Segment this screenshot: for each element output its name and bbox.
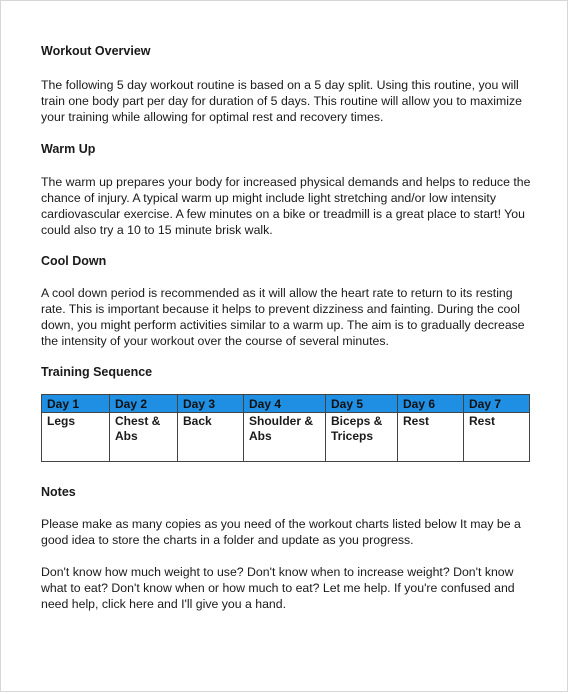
table-header-row [42,395,530,413]
table-row [42,413,530,462]
warm-up-text: The warm up prepares your body for increased physical demands and helps to reduce the chance of injury. A typical warm up might include light stretching and/or low intensity cardiovascular exercise. A few minutes on a bike or treadmill is a great place to start! You could also try a 10 to 15 minute brisk walk. [41,175,531,237]
table-cell-day-1: Legs [42,413,110,462]
training-sequence-table [41,394,530,462]
table-header-day-5: Day 5 [326,395,398,413]
cool-down-text: A cool down period is recommended as it will allow the heart rate to return to its resting rate. This is important because it helps to prevent dizziness and fainting. During the cool down, you might perform activities similar to a warm up. The aim is to gradually decrease the intensity of your workout over the course of several minutes. [41,286,525,348]
table-header-day-4: Day 4 [244,395,326,413]
table-header-day-6: Day 6 [398,395,464,413]
workout-overview-text: The following 5 day workout routine is based on a 5 day split. Using this routine, you will train one body part per day for duration of 5 days. This routine will allow you to maximize your training while allowing for optimal rest and recovery times. [41,78,522,124]
warm-up-heading: Warm Up [41,142,96,156]
training-sequence-heading: Training Sequence [41,365,153,379]
cool-down-heading: Cool Down [41,254,107,268]
table-header-day-1: Day 1 [42,395,110,413]
table-cell-day-5: Biceps & Triceps [326,413,398,462]
table-cell-day-6: Rest [398,413,464,462]
table-cell-day-3: Back [178,413,244,462]
table-header-day-2: Day 2 [110,395,178,413]
notes-heading: Notes [41,485,76,499]
table-header-day-7: Day 7 [464,395,530,413]
workout-overview-heading: Workout Overview [41,44,151,58]
document-content [41,43,533,612]
notes-text-copies: Please make as many copies as you need of the workout charts listed below It may be a good idea to store the charts in a folder and update as you progress. [41,517,521,547]
notes-text-help: Don't know how much weight to use? Don't know when to increase weight? Don't know what to eat? Don't know when or how much to eat? Let me help. If you're confused and need help, click here and I'll give you a hand. [41,565,515,611]
table-cell-day-2: Chest & Abs [110,413,178,462]
table-cell-day-4: Shoulder & Abs [244,413,326,462]
table-cell-day-7: Rest [464,413,530,462]
table-header-day-3: Day 3 [178,395,244,413]
